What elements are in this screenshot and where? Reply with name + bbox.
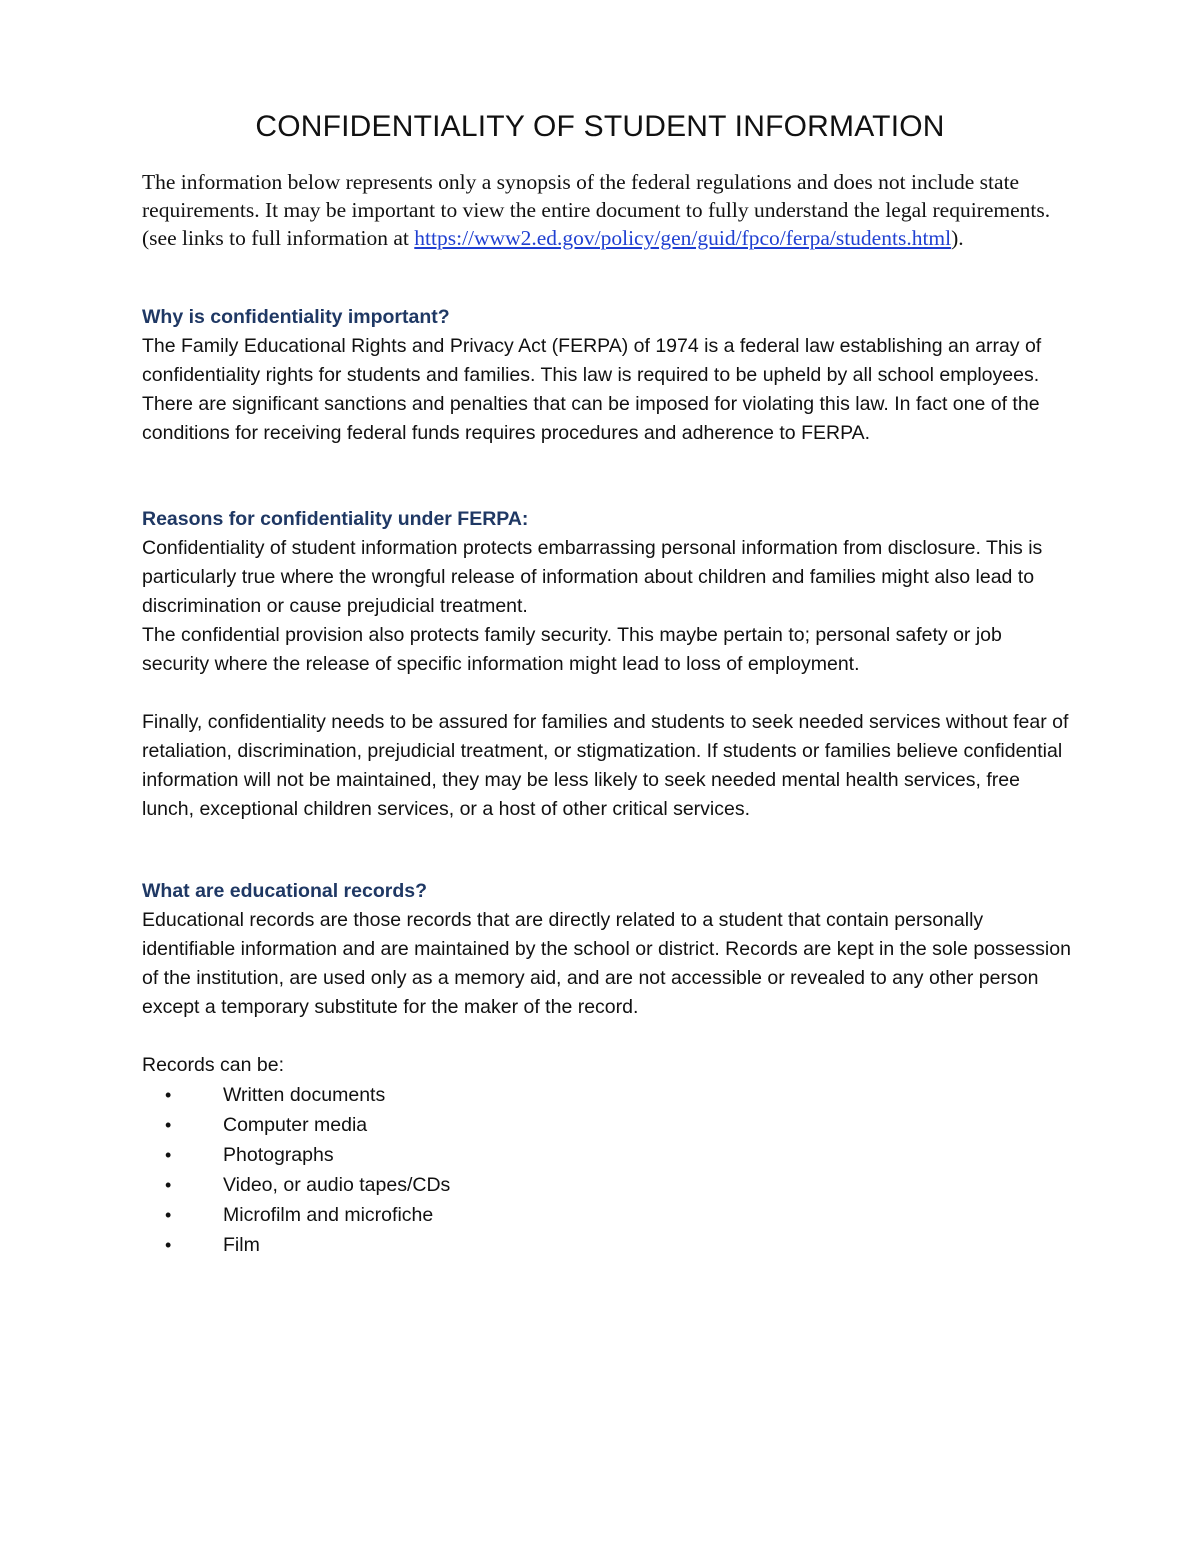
heading-why: Why is confidentiality important? [142,306,450,328]
paragraph-gap [142,1022,1072,1051]
bullet-icon: • [165,1175,172,1195]
bullet-icon: • [165,1115,172,1135]
paragraph-reasons-2: The confidential provision also protects family security. This maybe pertain to; personal safety or job security where the release of specific information might lead to loss of employment. [142,624,1002,675]
intro-after-link: ). [951,226,964,250]
section-reasons [142,505,1072,824]
paragraph-records: Educational records are those records that are directly related to a student that contain personally identifiable information and are maintained by the school or district. Records are kept in the sole possession of the institution, are used only as a memory aid, and are not accessible or revealed to any other person except a temporary substitute for the maker of the record. [142,909,1071,1018]
list-item [142,1140,1072,1170]
bullet-icon: • [165,1145,172,1165]
list-item-text: Written documents [223,1084,386,1106]
bullet-icon: • [165,1235,172,1255]
list-item-text: Computer media [223,1114,368,1136]
list-item [142,1110,1072,1140]
paragraph-reasons-3: Finally, confidentiality needs to be assured for families and students to seek needed services without fear of retaliation, discrimination, prejudicial treatment, or stigmatization. If students or families believe confidential information will not be maintained, they may be less likely to seek needed mental health services, free lunch, exceptional children services, or a host of other critical services. [142,711,1069,820]
intro-paragraph [142,168,1062,252]
document-title: CONFIDENTIALITY OF STUDENT INFORMATION [255,110,945,143]
list-item [142,1170,1072,1200]
list-item-text: Photographs [223,1144,334,1166]
list-item [142,1200,1072,1230]
paragraph-why: The Family Educational Rights and Privacy Act (FERPA) of 1974 is a federal law establishing an array of confidentiality rights for students and families. This law is required to be upheld by all school employees. There are significant sanctions and penalties that can be imposed for violating this law. In fact one of the conditions for receiving federal funds requires procedures and adherence to FERPA. [142,335,1042,444]
paragraph-reasons-1: Confidentiality of student information protects embarrassing personal information from disclosure. This is particularly true where the wrongful release of information about children and families might also lead to discrimination or cause prejudicial treatment. [142,537,1043,617]
heading-records: What are educational records? [142,880,427,902]
list-item-text: Video, or audio tapes/CDs [223,1174,451,1196]
records-list-intro: Records can be: [142,1054,284,1076]
heading-reasons: Reasons for confidentiality under FERPA: [142,508,529,530]
list-item-text: Film [223,1234,260,1256]
bullet-icon: • [165,1085,172,1105]
list-item [142,1230,1072,1260]
section-why [142,303,1072,448]
list-item-text: Microfilm and microfiche [223,1204,434,1226]
intro-text: The information below represents only a synopsis of the federal regulations and does not include state requirements. It may be important to view the entire document to fully understand the legal requirements. (see links to full information at [142,170,1051,250]
list-item [142,1080,1072,1110]
paragraph-gap [142,679,1072,708]
bullet-icon: • [165,1205,172,1225]
records-list [142,1080,1072,1260]
ferpa-link[interactable]: https://www2.ed.gov/policy/gen/guid/fpco/ferpa/students.html [414,226,952,250]
section-records [142,877,1072,1260]
